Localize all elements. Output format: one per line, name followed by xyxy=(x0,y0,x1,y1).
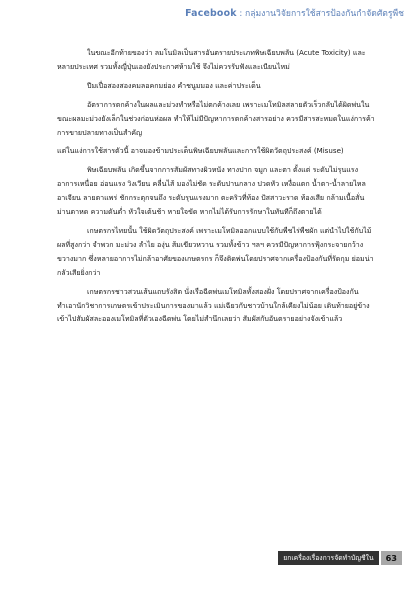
paragraph: ในขณะอีกท้ายของว่า ลมโนมิลเป็นสารอันตรายประเภทพิษเฉียบพลัน (Acute Toxicity) และหลายประเทศ รวมทั้งญี่ปุ่นเองยังประกาศห้ามใช้ จึงไม่ควรรับฟังและเนียนไหม่ xyxy=(57,48,366,71)
paragraph: อัตราการตกค้างในผลและม่วงทำหรือไม่ตกค้างเลย เพราะเมโทมิลสลายตัวเร็วกลับได้ผิดพ่นในขณะผลมะม่วงยังเล็กในช่วงก่อนห่อผล ทำให้ไม่มีปัญหาการตกค้างสารอย่าง ควรมีสารสะหมดในแง่การค้าการขายปลายทางเป็นสำคัญ xyxy=(57,99,375,137)
header-separator: : xyxy=(236,9,246,19)
paragraph: ปีมเปื่อสองสองคมลอคกมย่อง คำชนูมมอง และค่าประเด็น xyxy=(87,80,261,90)
paragraph: พิษเฉียบพลัน เกิดขึ้นจากการสัมผัสทางผิวหนัง ทางปาก จมูก และตา ตั้งแต่ ระดับไม่รุนแรง อาการเหนื่อย อ่อนแรง วิงเวียน คลื่นไส้ มองไม่ชัด ระดับปานกลาง ปวดหัว เหงื่อแตก น้ำตา-น้ำลายไหล อาเจียน ลายตาแพร่ ชักกระตุกจนถึง ระดับรุนแรงมาก ตะคริวที่ท้อง ปัสสาวะราด ท้องเสีย กล้ามเนื้อสั่น ม่านตาหด ความดันต่ำ หัวใจเต้นช้า หายใจขัด หากไม่ได้รับการรักษาในทันทีก็ถึงตายได้ xyxy=(57,165,366,217)
page-footer xyxy=(278,551,402,565)
body-text xyxy=(57,46,377,331)
group-name: กลุ่มงานวิจัยการใช้สารป้องกันกำจัดศัตรูพืช xyxy=(245,9,404,19)
paragraph: เกษตรกรไทยนั้น ใช้ผิดวัตถุประสงค์ เพราะเมโทมิลออกแบบใช้กับพืชไร่พืชผัก แต่นำไปใช้กับไม้ผลที่สูงกว่า จำพวก มะม่วง ลำไย องุ่น ส้มเขียวหวาน รวมทั้งข้าว ฯลฯ ควรมีปัญหาการฟุ้งกระจายกว้างขวางมาก ซึ่งหลายอาการไม่กล้าอาศัยของเกษตรกร ก็จึงติดพ่นโดยปราศจากเครื่องป้องกันที่รัดกุม ย่อมน่ากลัวเสียยิ่งกว่า xyxy=(57,225,374,277)
page-header xyxy=(185,6,404,20)
footer-title: ยกเครื่องเรื่องการจัดทำบัญชีใน xyxy=(278,551,378,565)
paragraph: เกษตรกรชาวสวนเส้นแถบรังสิต นั่งเรือฉีดพ่นเมโทมิลทั้งสองฝั่ง โดยปราศจากเครื่องป้องกัน ทำเอานักวิชาการเกษตรเข้าประเมินการของมาแล้ว แม่เฉียวกับชาวบ้านใกล้เคียงไม่น้อย เดินท้ายอยู่ข้างเข้าไปสัมผัสละอองเมโทมิลที่ตัวเองฉีดพ่น โดยไม่สำนึกเลยว่า สัมผัสกับอันตรายอย่างจังเข้าแล้ว xyxy=(57,286,370,324)
paragraph: แต่ในแง่การใช้สารตัวนี้ อาจมองข้ามประเด็นพิษเฉียบพลันและการใช้ผิดวัตถุประสงค์ (Misuse) xyxy=(57,146,344,156)
facebook-label: Facebook xyxy=(185,8,237,19)
page-number: 63 xyxy=(381,551,402,565)
